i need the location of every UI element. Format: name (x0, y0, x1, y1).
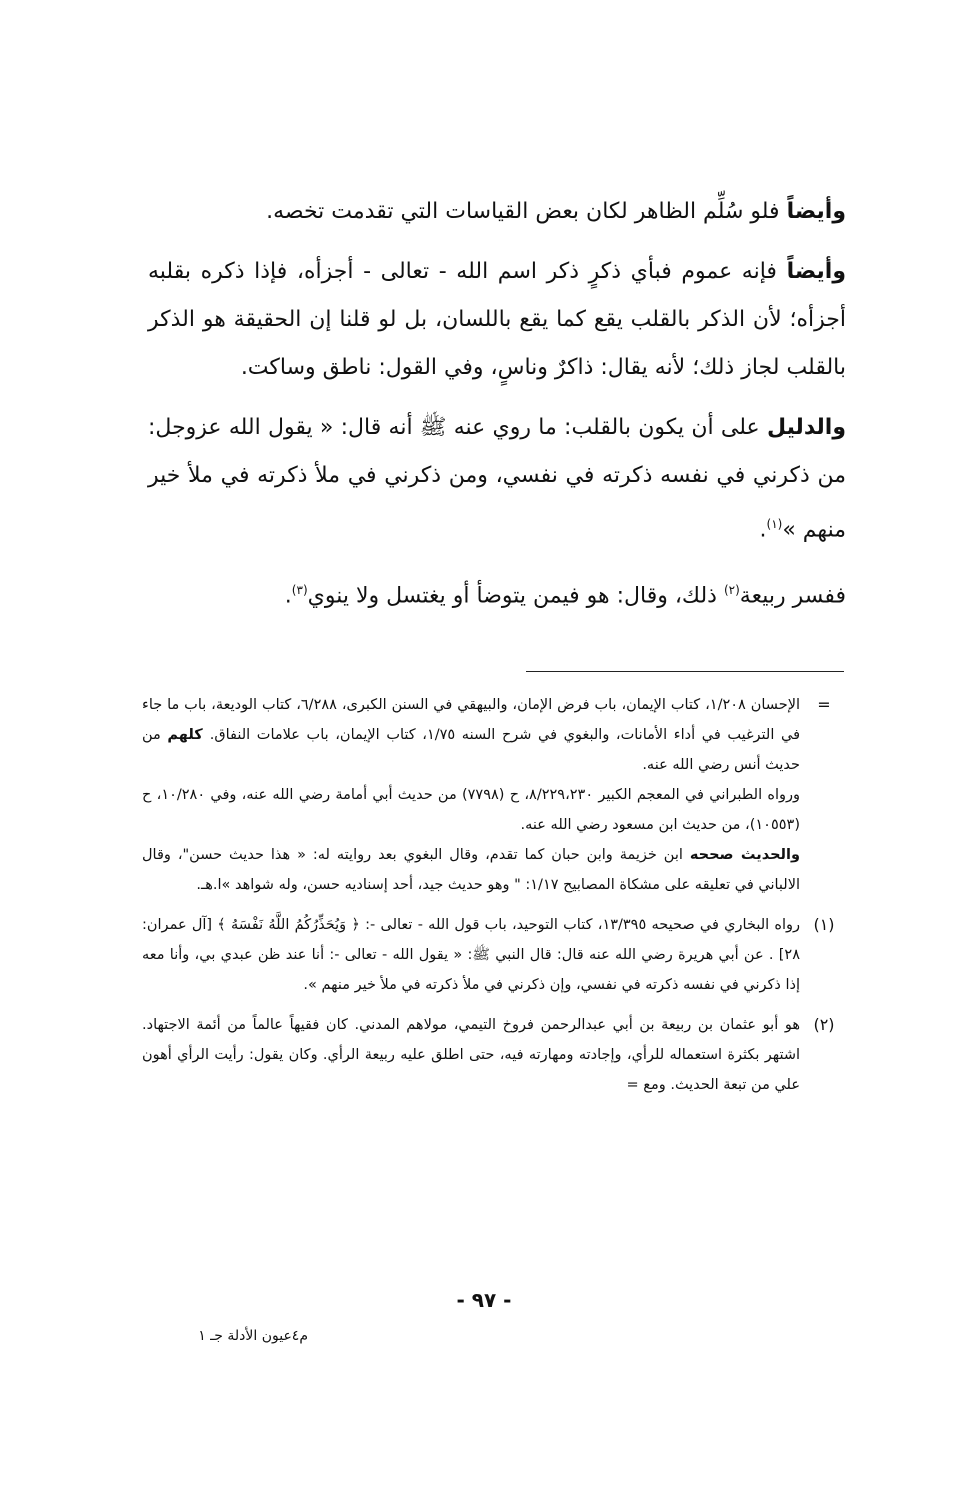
paragraph-text: فلو سُلِّم الظاهر لكان بعض القياسات التي تقدمت تخصه. (266, 199, 787, 224)
footnote-number: (١) (813, 915, 835, 934)
paragraph-end: . (284, 583, 292, 609)
footnote-bold: والحديث صححه (689, 847, 800, 863)
paragraph-2 (148, 248, 846, 392)
footnote-body (142, 690, 800, 900)
footnote-1 (142, 910, 848, 1000)
page-number: - ٩٧ - (456, 1288, 512, 1312)
main-text (148, 188, 846, 633)
paragraph-text: فإنه عموم فبأي ذكرٍ ذكر اسم الله - تعالى - أجزأه، فإذا ذكره بقلبه أجزأه؛ لأن الذكر بالقلب يقع كما يقع باللسان، بل لو قلنا إن الحقيقة هو الذكر بالقلب لجاز ذلك؛ لأنه يقال: ذاكرٌ وناسٍ، وفي القول: ناطق وساكت. (148, 259, 846, 380)
footnote-ref: (٣) (291, 583, 308, 598)
footnote-2 (142, 1010, 848, 1100)
paragraph-text: ذلك، وقال: هو فيمن يتوضأ أو يغتسل ولا ينوي (307, 583, 724, 609)
footnote-bold: كلهم (167, 727, 210, 743)
paragraph-lead: والدليل (766, 415, 846, 440)
footnote-separator (526, 671, 844, 672)
paragraph-end: . (759, 517, 767, 543)
footnote-text: من حديث أنس رضي الله عنه. (142, 727, 800, 773)
footnote-text: ورواه الطبراني في المعجم الكبير ٨/٢٢٩،٢٣٠، ح (٧٧٩٨) من حديث أبي أمامة رضي الله عنه، وفي ١٠/٢٨٠، ح (١٠٥٥٣)، من حديث ابن مسعود رضي الله عنه. (142, 787, 800, 833)
paragraph-text: على أن يكون بالقلب: ما روي عنه ﷺ أنه قال: « يقول الله عزوجل: من ذكرني في نفسه ذكرته في نفسي، ومن ذكرني في ملأ ذكرته في ملأ خير منهم » (148, 415, 846, 543)
paragraph-lead: وأيضاً (786, 199, 846, 224)
footnote-text: الإحسان ١/٢٠٨، كتاب الإيمان، باب فرض الإمان، والبيهقي في السنن الكبرى، ٦/٢٨٨، كتاب الوديعة، باب ما جاء في الترغيب في أداء الأمانات، والبغوي في شرح السنه ١/٧٥، كتاب الإيمان، باب علامات النفاق. (142, 697, 801, 743)
printer-signature: م٤عيون الأدلة جـ ١ (198, 1328, 308, 1344)
footnote-ref: (٢) (723, 583, 740, 598)
footnote-continued (142, 690, 848, 900)
footnote-text: رواه البخاري في صحيحه ١٣/٣٩٥، كتاب التوحيد، باب قول الله - تعالى -: ﴿ وَيُحَذِّرُكُمُ اللَّهُ نَفْسَهُ ﴾ [آل عمران: ٢٨] . عن أبي هريرة رضي الله عنه قال: قال النبي ﷺ: « يقول الله - تعالى -: أنا عند ظن عبدي بي، وأنا معه إذا ذكرني في نفسه ذكرته في نفسي، وإن ذكرني في ملأ ذكرته في ملأ خير منهم ». (142, 917, 801, 993)
paragraph-3 (148, 404, 846, 554)
paragraph-1 (148, 188, 846, 236)
continuation-mark: = (817, 695, 831, 714)
footnote-number: (٢) (813, 1015, 835, 1034)
footnote-text: هو أبو عثمان بن ربيعة بن أبي عبدالرحمن فروخ التيمي، مولاهم المدني. كان فقيهاً عالماً من أئمة الاجتهاد. اشتهر بكثرة استعماله للرأي، وإجادته ومهارته فيه، حتى اطلق عليه ربيعة الرأي. وكان يقول: رأيت الرأي أهون علي من تبعة الحديث. ومع = (142, 1017, 800, 1093)
footnote-ref: (١) (766, 517, 783, 531)
paragraph-4 (148, 566, 846, 620)
paragraph-text: ففسر ربيعة (739, 583, 846, 609)
paragraph-lead: وأيضاً (786, 259, 846, 284)
footnotes (142, 690, 848, 1110)
footnote-text: ابن خزيمة وابن حبان كما تقدم، وقال البغوي بعد روايته له: « هذا حديث حسن"، وقال الالباني في تعليقه على مشكاة المصابيح ١/١٧: " وهو حديث جيد، أحد إسناديه حسن، وله شواهد »ا.هـ. (142, 847, 800, 893)
